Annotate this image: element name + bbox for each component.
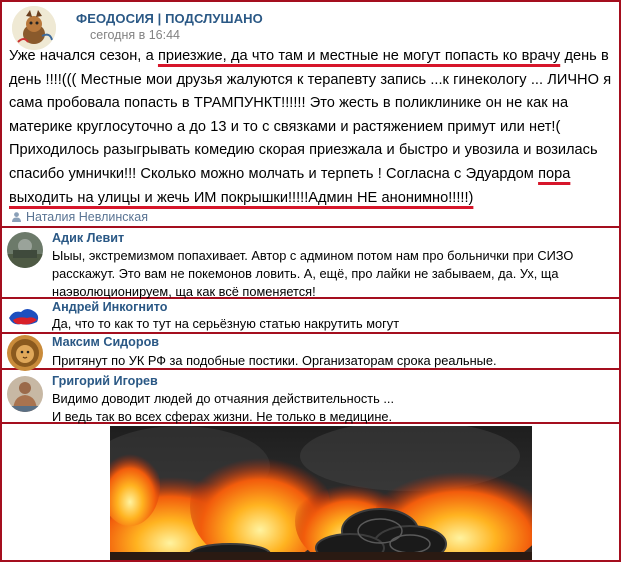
comment-avatar[interactable] [7,232,43,268]
comment-text: Ыыы, экстремизмом попахивает. Автор с админом потом нам про больнички при СИЗО расскажут. Это вам не покемонов ловить. А, ещё, про лайки не забываем, да. Ух, ща наэволюционируем, ща как всё поменяется! [52,248,574,299]
comment-item [2,299,619,334]
comment-avatar[interactable] [7,304,41,330]
post-card [2,2,619,228]
post-text-part: Уже начался сезон, а [9,48,158,64]
post-text [9,45,615,210]
comment-item [2,228,619,299]
comment-text-line: И ведь так во всех сферах жизни. Не только в медицине. [52,409,393,424]
group-name-link[interactable]: ФЕОДОСИЯ | ПОДСЛУШАНО [76,11,263,26]
comment-text: Притянут по УК РФ за подобные постики. Организаторам срока реальные. [52,353,497,368]
comment-text-line: Видимо доводит людей до отчаяния действительность ... [52,391,395,406]
comment-item [2,370,619,424]
comment-author-name[interactable]: Григорий Игорев [52,374,158,388]
post-author-name: Наталия Невлинская [26,210,148,224]
comment-author-name[interactable]: Адик Левит [52,231,125,245]
post-author-signature[interactable] [12,210,148,224]
post-text-part: день в день !!!!((( Местные мои друзья жалуются к терапевту запись ...к гинекологу ... ЛИЧНО я сама пробовала попасть в ТРАМПУНКТ!!!!!! Это жесть в поликлинике он не как на материке круглосуточно а до 13 и то с связками и растяжением примут или нет!( Приходилось разыгрывать комедию скорая приезжала и быстро и увозила и возилась спасибо умнички!!! Сколько можно молчать и терпеть ! Согласна с Эдуардом [9,48,612,182]
post-text-underlined: пора выходить на улицы и жечь ИМ покрышки!!!!!Админ НЕ анонимно!!!!!) [9,165,571,206]
post-text-underlined: приезжие, да что там и местные не могут попасть ко врачу [157,48,561,64]
comment-avatar[interactable] [7,335,43,371]
comment-author-name[interactable]: Андрей Инкогнито [52,300,168,314]
comment-text: Да, что то как то тут на серьёзную статью накрутить могут [52,316,400,331]
comment-avatar[interactable] [7,376,43,412]
comment-item [2,334,619,370]
comment-author-name[interactable]: Максим Сидоров [52,335,159,349]
post-timestamp[interactable]: сегодня в 16:44 [90,28,180,42]
comment-text [52,390,612,426]
person-icon [12,212,21,222]
post-photo-area [2,424,619,560]
burning-tires-photo[interactable] [110,426,532,560]
group-avatar[interactable] [12,6,56,50]
